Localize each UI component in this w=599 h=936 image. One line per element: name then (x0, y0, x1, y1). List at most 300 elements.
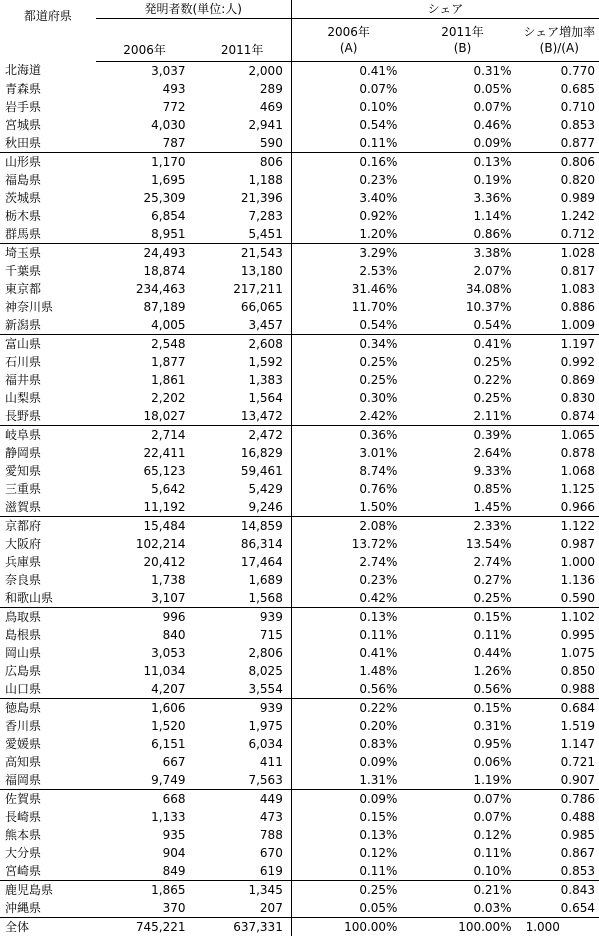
inventors-2011-cell: 7,283 (193, 207, 291, 225)
inventors-2011-cell: 86,314 (193, 535, 291, 553)
share-2006-cell: 8.74% (291, 462, 405, 480)
prefecture-name-cell: 新潟県 (0, 316, 96, 335)
table-row (0, 644, 599, 662)
prefecture-name-cell: 群馬県 (0, 225, 96, 244)
share-ratio-cell: 0.820 (520, 171, 599, 189)
table-row (0, 553, 599, 571)
prefecture-name-cell: 山梨県 (0, 389, 96, 407)
table-row (0, 626, 599, 644)
inventors-2011-cell: 469 (193, 98, 291, 116)
inventors-2006-cell: 1,865 (96, 881, 194, 900)
share-2006-cell: 0.13% (291, 826, 405, 844)
table-body (0, 62, 599, 936)
inventors-2006-cell: 234,463 (96, 280, 194, 298)
table-row (0, 462, 599, 480)
table-row (0, 517, 599, 536)
share-2011-cell: 0.12% (405, 826, 519, 844)
share-ratio-cell: 0.992 (520, 353, 599, 371)
prefecture-name-cell: 京都府 (0, 517, 96, 536)
inventors-2011-cell: 1,345 (193, 881, 291, 900)
table-row (0, 881, 599, 900)
inventors-2006-cell: 849 (96, 862, 194, 881)
share-ratio-cell: 1.068 (520, 462, 599, 480)
prefecture-name-cell: 神奈川県 (0, 298, 96, 316)
share-2011-cell: 3.36% (405, 189, 519, 207)
inventors-2011-cell: 217,211 (193, 280, 291, 298)
share-ratio-cell: 1.519 (520, 717, 599, 735)
share-2011-cell: 0.22% (405, 371, 519, 389)
inventors-2011-cell: 1,592 (193, 353, 291, 371)
table-row (0, 753, 599, 771)
inventors-2011-cell: 473 (193, 808, 291, 826)
table-header (0, 0, 599, 62)
share-ratio-cell: 0.907 (520, 771, 599, 790)
share-ratio-cell: 0.770 (520, 62, 599, 81)
share-2011-cell: 2.74% (405, 553, 519, 571)
share-2006-cell: 0.16% (291, 153, 405, 172)
table-row (0, 844, 599, 862)
table-row (0, 444, 599, 462)
inventors-2011-cell: 5,451 (193, 225, 291, 244)
share-ratio-cell: 0.817 (520, 262, 599, 280)
inventors-2006-cell: 24,493 (96, 244, 194, 263)
inventors-2006-cell: 20,412 (96, 553, 194, 571)
share-2011-cell: 10.37% (405, 298, 519, 316)
table-row (0, 589, 599, 608)
share-2011-cell: 0.15% (405, 608, 519, 627)
prefecture-name-cell: 福井県 (0, 371, 96, 389)
share-ratio-cell: 1.028 (520, 244, 599, 263)
share-2011-cell: 0.95% (405, 735, 519, 753)
share-2006-cell: 0.22% (291, 699, 405, 718)
table-row (0, 480, 599, 498)
prefecture-name-cell: 奈良県 (0, 571, 96, 589)
inventors-2006-cell: 87,189 (96, 298, 194, 316)
share-2011-cell: 0.05% (405, 80, 519, 98)
table-row (0, 862, 599, 881)
share-2011-cell: 2.11% (405, 407, 519, 426)
table-row (0, 298, 599, 316)
share-2006-cell: 0.25% (291, 371, 405, 389)
table-row (0, 171, 599, 189)
share-ratio-cell: 1.075 (520, 644, 599, 662)
inventors-2006-cell: 1,861 (96, 371, 194, 389)
share-2006-cell: 0.41% (291, 644, 405, 662)
share-2006-cell: 0.05% (291, 899, 405, 918)
share-ratio-cell: 0.806 (520, 153, 599, 172)
table-row (0, 826, 599, 844)
inventors-2006-cell: 4,005 (96, 316, 194, 335)
prefecture-name-cell: 鹿児島県 (0, 881, 96, 900)
inventors-2011-cell: 619 (193, 862, 291, 881)
table-row (0, 262, 599, 280)
inventors-2011-cell: 13,472 (193, 407, 291, 426)
prefecture-name-cell: 栃木県 (0, 207, 96, 225)
prefecture-name-cell: 岡山県 (0, 644, 96, 662)
inventors-2011-cell: 1,975 (193, 717, 291, 735)
share-2011-cell: 0.25% (405, 389, 519, 407)
table-row (0, 280, 599, 298)
share-ratio-cell: 1.136 (520, 571, 599, 589)
prefecture-name-cell: 秋田県 (0, 134, 96, 153)
table-row (0, 717, 599, 735)
table-row (0, 571, 599, 589)
share-2006-cell: 0.11% (291, 134, 405, 153)
inventors-2006-cell: 18,874 (96, 262, 194, 280)
share-ratio-cell: 0.684 (520, 699, 599, 718)
share-ratio-cell: 0.685 (520, 80, 599, 98)
share-ratio-cell: 0.988 (520, 680, 599, 699)
inventors-group-header: 発明者数(単位:人) (96, 0, 292, 19)
share-ratio-cell: 0.590 (520, 589, 599, 608)
inventors-2011-cell: 17,464 (193, 553, 291, 571)
share-2006-cell: 0.11% (291, 862, 405, 881)
share-ratio-cell: 0.853 (520, 116, 599, 134)
prefecture-name-cell: 島根県 (0, 626, 96, 644)
table-row (0, 116, 599, 134)
inventors-2011-cell: 66,065 (193, 298, 291, 316)
inventors-2006-cell: 787 (96, 134, 194, 153)
share-2011-cell: 0.21% (405, 881, 519, 900)
share-ratio-cell: 1.122 (520, 517, 599, 536)
share-2011-cell: 0.13% (405, 153, 519, 172)
inventors-2011-header: 2011年 (193, 19, 291, 62)
share-ratio-cell: 1.197 (520, 335, 599, 354)
prefecture-name-cell: 山口県 (0, 680, 96, 699)
share-2011-cell: 0.15% (405, 699, 519, 718)
share-2011-cell: 0.31% (405, 717, 519, 735)
share-ratio-cell: 0.989 (520, 189, 599, 207)
inventors-2006-cell: 904 (96, 844, 194, 862)
inventors-2011-cell: 2,472 (193, 426, 291, 445)
share-2011-cell: 13.54% (405, 535, 519, 553)
inventors-2006-cell: 15,484 (96, 517, 194, 536)
share-2006-cell: 2.08% (291, 517, 405, 536)
share-2011-cell: 0.25% (405, 589, 519, 608)
share-ratio-cell: 1.083 (520, 280, 599, 298)
inventors-2011-cell: 1,568 (193, 589, 291, 608)
inventors-2006-cell: 65,123 (96, 462, 194, 480)
inventors-2011-cell: 3,457 (193, 316, 291, 335)
share-2011-cell: 0.11% (405, 844, 519, 862)
table-row (0, 735, 599, 753)
share-2011-cell: 9.33% (405, 462, 519, 480)
table-row (0, 225, 599, 244)
prefecture-name-cell: 三重県 (0, 480, 96, 498)
table-row (0, 316, 599, 335)
share-2006-cell: 11.70% (291, 298, 405, 316)
inventors-2011-cell: 8,025 (193, 662, 291, 680)
share-ratio-cell: 1.147 (520, 735, 599, 753)
prefecture-name-cell: 徳島県 (0, 699, 96, 718)
prefecture-name-cell: 長野県 (0, 407, 96, 426)
share-2006-cell: 0.25% (291, 881, 405, 900)
share-2011-cell: 0.07% (405, 808, 519, 826)
prefecture-name-cell: 石川県 (0, 353, 96, 371)
inventors-2006-cell: 4,207 (96, 680, 194, 699)
inventors-2011-cell: 13,180 (193, 262, 291, 280)
table-row (0, 189, 599, 207)
total-share-2011-cell: 100.00% (405, 918, 519, 936)
share-2011-cell: 0.41% (405, 335, 519, 354)
inventors-2006-cell: 6,151 (96, 735, 194, 753)
table-row (0, 407, 599, 426)
total-prefecture-name-cell: 全体 (0, 918, 96, 936)
prefecture-name-cell: 長崎県 (0, 808, 96, 826)
share-2006-cell: 0.12% (291, 844, 405, 862)
inventors-2006-cell: 2,714 (96, 426, 194, 445)
inventors-2006-cell: 1,520 (96, 717, 194, 735)
table-row (0, 699, 599, 718)
inventors-2011-cell: 1,689 (193, 571, 291, 589)
share-2011-cell: 0.10% (405, 862, 519, 881)
table-row (0, 244, 599, 263)
share-ratio-cell: 0.987 (520, 535, 599, 553)
share-2011-cell: 1.45% (405, 498, 519, 517)
share-2006-cell: 0.09% (291, 790, 405, 809)
inventors-2011-cell: 9,246 (193, 498, 291, 517)
share-2006-cell: 0.13% (291, 608, 405, 627)
inventors-2006-cell: 6,854 (96, 207, 194, 225)
share-2006-cell: 0.09% (291, 753, 405, 771)
inventors-2011-cell: 670 (193, 844, 291, 862)
total-inventors-2006-cell: 745,221 (96, 918, 194, 936)
share-2006-cell: 0.34% (291, 335, 405, 354)
share-ratio-cell: 0.877 (520, 134, 599, 153)
share-ratio-cell: 1.009 (520, 316, 599, 335)
inventors-2011-cell: 3,554 (193, 680, 291, 699)
inventors-2006-cell: 840 (96, 626, 194, 644)
inventors-2006-cell: 2,202 (96, 389, 194, 407)
share-ratio-cell: 0.488 (520, 808, 599, 826)
share-2006-cell: 0.54% (291, 316, 405, 335)
inventors-2011-cell: 16,829 (193, 444, 291, 462)
prefecture-column-header: 都道府県 (0, 0, 96, 62)
inventors-2011-cell: 2,000 (193, 62, 291, 81)
share-2011-cell: 34.08% (405, 280, 519, 298)
table-row (0, 153, 599, 172)
inventors-2011-cell: 21,396 (193, 189, 291, 207)
inventors-2006-cell: 3,053 (96, 644, 194, 662)
share-2011-cell: 0.56% (405, 680, 519, 699)
inventors-2011-cell: 207 (193, 899, 291, 918)
inventors-2006-cell: 1,606 (96, 699, 194, 718)
inventors-2006-cell: 667 (96, 753, 194, 771)
share-ratio-cell: 0.786 (520, 790, 599, 809)
share-2011-cell: 0.44% (405, 644, 519, 662)
share-ratio-cell: 0.654 (520, 899, 599, 918)
table-row (0, 498, 599, 517)
share-2006-cell: 0.54% (291, 116, 405, 134)
prefecture-name-cell: 福島県 (0, 171, 96, 189)
table-row (0, 680, 599, 699)
prefecture-name-cell: 富山県 (0, 335, 96, 354)
table-row (0, 771, 599, 790)
prefecture-name-cell: 愛媛県 (0, 735, 96, 753)
share-ratio-cell: 0.830 (520, 389, 599, 407)
inventors-2006-cell: 3,037 (96, 62, 194, 81)
table-row (0, 335, 599, 354)
share-ratio-cell: 0.850 (520, 662, 599, 680)
share-2011-cell: 0.46% (405, 116, 519, 134)
share-2006-cell: 0.41% (291, 62, 405, 81)
inventors-2011-cell: 715 (193, 626, 291, 644)
table-row (0, 353, 599, 371)
share-2006-cell: 3.01% (291, 444, 405, 462)
inventors-2006-cell: 11,034 (96, 662, 194, 680)
share-2006-cell: 0.23% (291, 571, 405, 589)
prefecture-name-cell: 滋賀県 (0, 498, 96, 517)
share-2006-cell: 0.20% (291, 717, 405, 735)
share-ratio-cell: 0.886 (520, 298, 599, 316)
prefecture-name-cell: 和歌山県 (0, 589, 96, 608)
prefecture-name-cell: 大分県 (0, 844, 96, 862)
inventors-2011-cell: 939 (193, 699, 291, 718)
table-row (0, 790, 599, 809)
prefecture-name-cell: 愛知県 (0, 462, 96, 480)
share-2011-cell: 0.07% (405, 98, 519, 116)
inventors-2011-cell: 2,806 (193, 644, 291, 662)
inventors-2006-cell: 772 (96, 98, 194, 116)
inventors-2006-cell: 18,027 (96, 407, 194, 426)
inventors-2006-cell: 9,749 (96, 771, 194, 790)
share-2011-cell: 1.14% (405, 207, 519, 225)
share-2006-cell: 0.11% (291, 626, 405, 644)
prefecture-name-cell: 青森県 (0, 80, 96, 98)
share-2006-cell: 2.74% (291, 553, 405, 571)
share-ratio-cell: 0.995 (520, 626, 599, 644)
prefecture-name-cell: 大阪府 (0, 535, 96, 553)
prefecture-name-cell: 埼玉県 (0, 244, 96, 263)
inventors-2006-cell: 668 (96, 790, 194, 809)
share-2006-cell: 0.07% (291, 80, 405, 98)
inventors-2006-cell: 1,877 (96, 353, 194, 371)
share-2006-cell: 0.15% (291, 808, 405, 826)
share-2006-header: 2006年 (A) (291, 19, 405, 62)
share-2006-cell: 1.50% (291, 498, 405, 517)
share-2006-cell: 0.36% (291, 426, 405, 445)
share-2006-cell: 1.48% (291, 662, 405, 680)
share-2006-cell: 31.46% (291, 280, 405, 298)
share-2006-cell: 2.42% (291, 407, 405, 426)
share-2006-cell: 1.20% (291, 225, 405, 244)
inventors-2011-cell: 590 (193, 134, 291, 153)
share-2006-cell: 0.10% (291, 98, 405, 116)
inventors-2006-cell: 1,738 (96, 571, 194, 589)
share-ratio-cell: 0.843 (520, 881, 599, 900)
share-2011-cell: 2.64% (405, 444, 519, 462)
share-ratio-cell: 0.985 (520, 826, 599, 844)
table-row (0, 389, 599, 407)
prefecture-name-cell: 佐賀県 (0, 790, 96, 809)
share-group-header: シェア (291, 0, 599, 19)
inventors-2011-cell: 1,383 (193, 371, 291, 389)
inventors-2011-cell: 5,429 (193, 480, 291, 498)
share-2011-header: 2011年 (B) (405, 19, 519, 62)
share-2006-cell: 0.42% (291, 589, 405, 608)
total-inventors-2011-cell: 637,331 (193, 918, 291, 936)
inventors-2006-cell: 22,411 (96, 444, 194, 462)
share-2011-cell: 0.39% (405, 426, 519, 445)
share-2011-cell: 1.26% (405, 662, 519, 680)
share-2011-cell: 0.25% (405, 353, 519, 371)
share-2011-cell: 2.33% (405, 517, 519, 536)
prefecture-name-cell: 東京都 (0, 280, 96, 298)
table-row (0, 808, 599, 826)
inventors-2006-cell: 25,309 (96, 189, 194, 207)
share-ratio-cell: 0.966 (520, 498, 599, 517)
inventors-2006-cell: 2,548 (96, 335, 194, 354)
inventors-2011-cell: 21,543 (193, 244, 291, 263)
inventors-2011-cell: 806 (193, 153, 291, 172)
inventors-2006-cell: 102,214 (96, 535, 194, 553)
share-ratio-cell: 0.853 (520, 862, 599, 881)
share-2006-cell: 0.25% (291, 353, 405, 371)
inventors-2011-cell: 411 (193, 753, 291, 771)
share-2006-cell: 0.30% (291, 389, 405, 407)
share-2011-cell: 0.86% (405, 225, 519, 244)
share-2011-cell: 0.19% (405, 171, 519, 189)
total-share-2006-cell: 100.00% (291, 918, 405, 936)
prefecture-name-cell: 静岡県 (0, 444, 96, 462)
share-2006-cell: 2.53% (291, 262, 405, 280)
prefecture-name-cell: 高知県 (0, 753, 96, 771)
prefecture-name-cell: 広島県 (0, 662, 96, 680)
inventors-2011-cell: 6,034 (193, 735, 291, 753)
table-row (0, 207, 599, 225)
inventors-2011-cell: 289 (193, 80, 291, 98)
share-2011-cell: 0.07% (405, 790, 519, 809)
inventors-2006-header: 2006年 (96, 19, 194, 62)
share-2006-cell: 3.40% (291, 189, 405, 207)
share-2011-cell: 0.03% (405, 899, 519, 918)
share-ratio-cell: 1.065 (520, 426, 599, 445)
share-ratio-cell: 0.710 (520, 98, 599, 116)
share-ratio-cell: 1.125 (520, 480, 599, 498)
total-share-ratio-cell: 1.000 (520, 918, 599, 936)
inventors-2011-cell: 14,859 (193, 517, 291, 536)
inventors-2006-cell: 935 (96, 826, 194, 844)
inventors-2006-cell: 1,133 (96, 808, 194, 826)
share-ratio-header: シェア増加率 (B)/(A) (520, 19, 599, 62)
inventors-2006-cell: 493 (96, 80, 194, 98)
share-2006-cell: 0.23% (291, 171, 405, 189)
inventors-2011-cell: 7,563 (193, 771, 291, 790)
inventors-2006-cell: 5,642 (96, 480, 194, 498)
inventors-2006-cell: 1,695 (96, 171, 194, 189)
prefecture-name-cell: 山形県 (0, 153, 96, 172)
inventors-2006-cell: 370 (96, 899, 194, 918)
prefecture-name-cell: 宮崎県 (0, 862, 96, 881)
inventors-2011-cell: 449 (193, 790, 291, 809)
inventors-2006-cell: 4,030 (96, 116, 194, 134)
inventors-2006-cell: 996 (96, 608, 194, 627)
share-2011-cell: 2.07% (405, 262, 519, 280)
share-2011-cell: 0.09% (405, 134, 519, 153)
share-2006-cell: 0.83% (291, 735, 405, 753)
prefecture-name-cell: 福岡県 (0, 771, 96, 790)
share-2006-cell: 0.76% (291, 480, 405, 498)
table-row (0, 535, 599, 553)
share-2011-cell: 0.54% (405, 316, 519, 335)
inventors-2011-cell: 788 (193, 826, 291, 844)
inventors-2011-cell: 1,564 (193, 389, 291, 407)
prefecture-name-cell: 沖縄県 (0, 899, 96, 918)
table-row (0, 371, 599, 389)
table-row (0, 608, 599, 627)
table-row (0, 426, 599, 445)
inventors-2006-cell: 11,192 (96, 498, 194, 517)
